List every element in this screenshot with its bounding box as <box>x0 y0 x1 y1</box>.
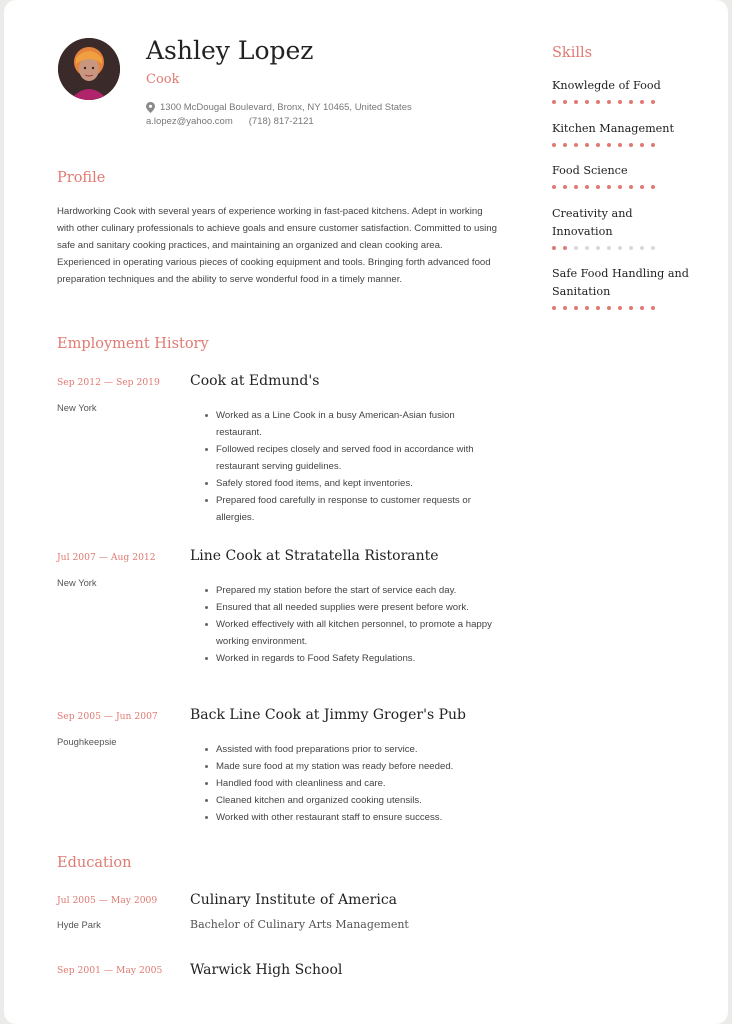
skill-level-dot <box>596 100 600 104</box>
job-location: Poughkeepsie <box>57 736 117 747</box>
skill-level-dot <box>651 246 655 250</box>
skill-item <box>552 205 692 250</box>
education-heading: Education <box>57 855 132 871</box>
skill-level-dot <box>640 246 644 250</box>
skill-level-dot <box>585 246 589 250</box>
education-location: Hyde Park <box>57 919 101 930</box>
skill-level-dot <box>618 100 622 104</box>
skill-level-dot <box>596 143 600 147</box>
skill-level-dot <box>618 246 622 250</box>
portrait-image <box>58 38 120 100</box>
profile-heading: Profile <box>57 170 106 186</box>
skill-level-dot <box>607 143 611 147</box>
job-bullet: Worked in regards to Food Safety Regulations. <box>204 650 494 667</box>
education-dates: Sep 2001 — May 2005 <box>57 965 163 976</box>
skill-level-dot <box>640 185 644 189</box>
resume-page <box>4 0 728 1024</box>
skill-level-dot <box>563 100 567 104</box>
skill-level-dot <box>552 143 556 147</box>
phone-text[interactable]: (718) 817-2121 <box>248 116 314 127</box>
skill-level-dot <box>596 306 600 310</box>
school-name: Warwick High School <box>190 962 343 978</box>
skill-level-dot <box>574 246 578 250</box>
job-bullet: Prepared food carefully in response to customer requests or allergies. <box>204 492 494 526</box>
degree-name: Bachelor of Culinary Arts Management <box>190 918 409 931</box>
job-bullet: Followed recipes closely and served food in accordance with restaurant serving guidelines. <box>204 441 494 475</box>
job-dates: Jul 2007 — Aug 2012 <box>57 552 156 563</box>
job-bullets <box>204 407 494 526</box>
skill-level-dot <box>585 143 589 147</box>
skill-level-dot <box>574 100 578 104</box>
skill-level-dot <box>563 306 567 310</box>
skill-level-dot <box>585 185 589 189</box>
skill-level-dot <box>585 100 589 104</box>
skill-level <box>552 143 692 147</box>
skill-item <box>552 162 692 189</box>
job-dates: Sep 2012 — Sep 2019 <box>57 377 160 388</box>
job-title: Back Line Cook at Jimmy Groger's Pub <box>190 707 466 723</box>
address-text: 1300 McDougal Boulevard, Bronx, NY 10465, United States <box>160 101 412 113</box>
skill-name: Knowlegde of Food <box>552 79 661 92</box>
job-bullet: Handled food with cleanliness and care. <box>204 775 494 792</box>
skill-level-dot <box>607 246 611 250</box>
job-bullet: Worked effectively with all kitchen personnel, to promote a happy working environment. <box>204 616 494 650</box>
skill-level-dot <box>563 143 567 147</box>
skill-level <box>552 246 692 250</box>
job-bullet: Assisted with food preparations prior to service. <box>204 741 494 758</box>
skill-item <box>552 77 692 104</box>
skill-level <box>552 306 692 310</box>
skill-level-dot <box>552 185 556 189</box>
job-title: Line Cook at Stratatella Ristorante <box>190 548 439 564</box>
skill-level-dot <box>651 306 655 310</box>
job-title: Cook at Edmund's <box>190 373 320 389</box>
skill-name: Safe Food Handling and Sanitation <box>552 267 689 298</box>
contact-details <box>146 116 314 127</box>
skill-level-dot <box>552 306 556 310</box>
address-line <box>146 100 412 114</box>
job-bullet: Cleaned kitchen and organized cooking utensils. <box>204 792 494 809</box>
skill-level-dot <box>552 246 556 250</box>
skill-level-dot <box>585 306 589 310</box>
skill-level-dot <box>651 185 655 189</box>
skill-level-dot <box>629 100 633 104</box>
job-location: New York <box>57 577 97 588</box>
job-location: New York <box>57 402 97 413</box>
email-text[interactable]: a.lopez@yahoo.com <box>146 116 233 127</box>
skill-level <box>552 185 692 189</box>
skill-level-dot <box>618 143 622 147</box>
employment-heading: Employment History <box>57 336 209 352</box>
job-bullet: Made sure food at my station was ready before needed. <box>204 758 494 775</box>
skill-level-dot <box>629 185 633 189</box>
skill-level-dot <box>607 185 611 189</box>
profile-text: Hardworking Cook with several years of experience working in fast-paced kitchens. Adept in working with other culinary professionals to achieve goals and ensure customer satisfaction. Committed to using safe and sanitary cooking practices, and maintaining an organized and clean cooking area. Experienced in operating various pieces of cooking equipment and tools. Bringing forth advanced food preparation techniques and the ability to serve wonderful food in a timely manner. <box>57 206 497 285</box>
skill-level-dot <box>574 185 578 189</box>
skill-level-dot <box>596 185 600 189</box>
skill-level <box>552 100 692 104</box>
skill-level-dot <box>563 246 567 250</box>
skills-heading: Skills <box>552 45 593 61</box>
skill-level-dot <box>640 143 644 147</box>
job-bullets <box>204 582 494 667</box>
skill-level-dot <box>629 306 633 310</box>
skill-level-dot <box>574 143 578 147</box>
skill-level-dot <box>607 100 611 104</box>
school-name: Culinary Institute of America <box>190 892 398 908</box>
skill-name: Creativity and Innovation <box>552 207 633 238</box>
job-bullet: Worked as a Line Cook in a busy American-Asian fusion restaurant. <box>204 407 494 441</box>
skill-level-dot <box>640 306 644 310</box>
skill-name: Kitchen Management <box>552 122 674 135</box>
skill-level-dot <box>618 306 622 310</box>
skill-name: Food Science <box>552 164 628 177</box>
skill-level-dot <box>563 185 567 189</box>
skill-item <box>552 265 692 310</box>
education-dates: Jul 2005 — May 2009 <box>57 895 158 906</box>
job-bullet: Safely stored food items, and kept inventories. <box>204 475 494 492</box>
candidate-name: Ashley Lopez <box>146 36 314 65</box>
job-bullet: Ensured that all needed supplies were present before work. <box>204 599 494 616</box>
candidate-title: Cook <box>146 72 180 87</box>
map-pin-icon <box>146 102 155 113</box>
skill-level-dot <box>618 185 622 189</box>
skill-level-dot <box>629 246 633 250</box>
skill-level-dot <box>607 306 611 310</box>
skill-level-dot <box>651 100 655 104</box>
job-bullet: Worked with other restaurant staff to ensure success. <box>204 809 494 826</box>
skill-level-dot <box>651 143 655 147</box>
job-bullet: Prepared my station before the start of service each day. <box>204 582 494 599</box>
skill-level-dot <box>574 306 578 310</box>
avatar <box>58 38 120 100</box>
job-dates: Sep 2005 — Jun 2007 <box>57 711 158 722</box>
skill-item <box>552 120 692 147</box>
skill-level-dot <box>596 246 600 250</box>
skill-level-dot <box>640 100 644 104</box>
job-bullets <box>204 741 494 826</box>
skill-level-dot <box>629 143 633 147</box>
skill-level-dot <box>552 100 556 104</box>
